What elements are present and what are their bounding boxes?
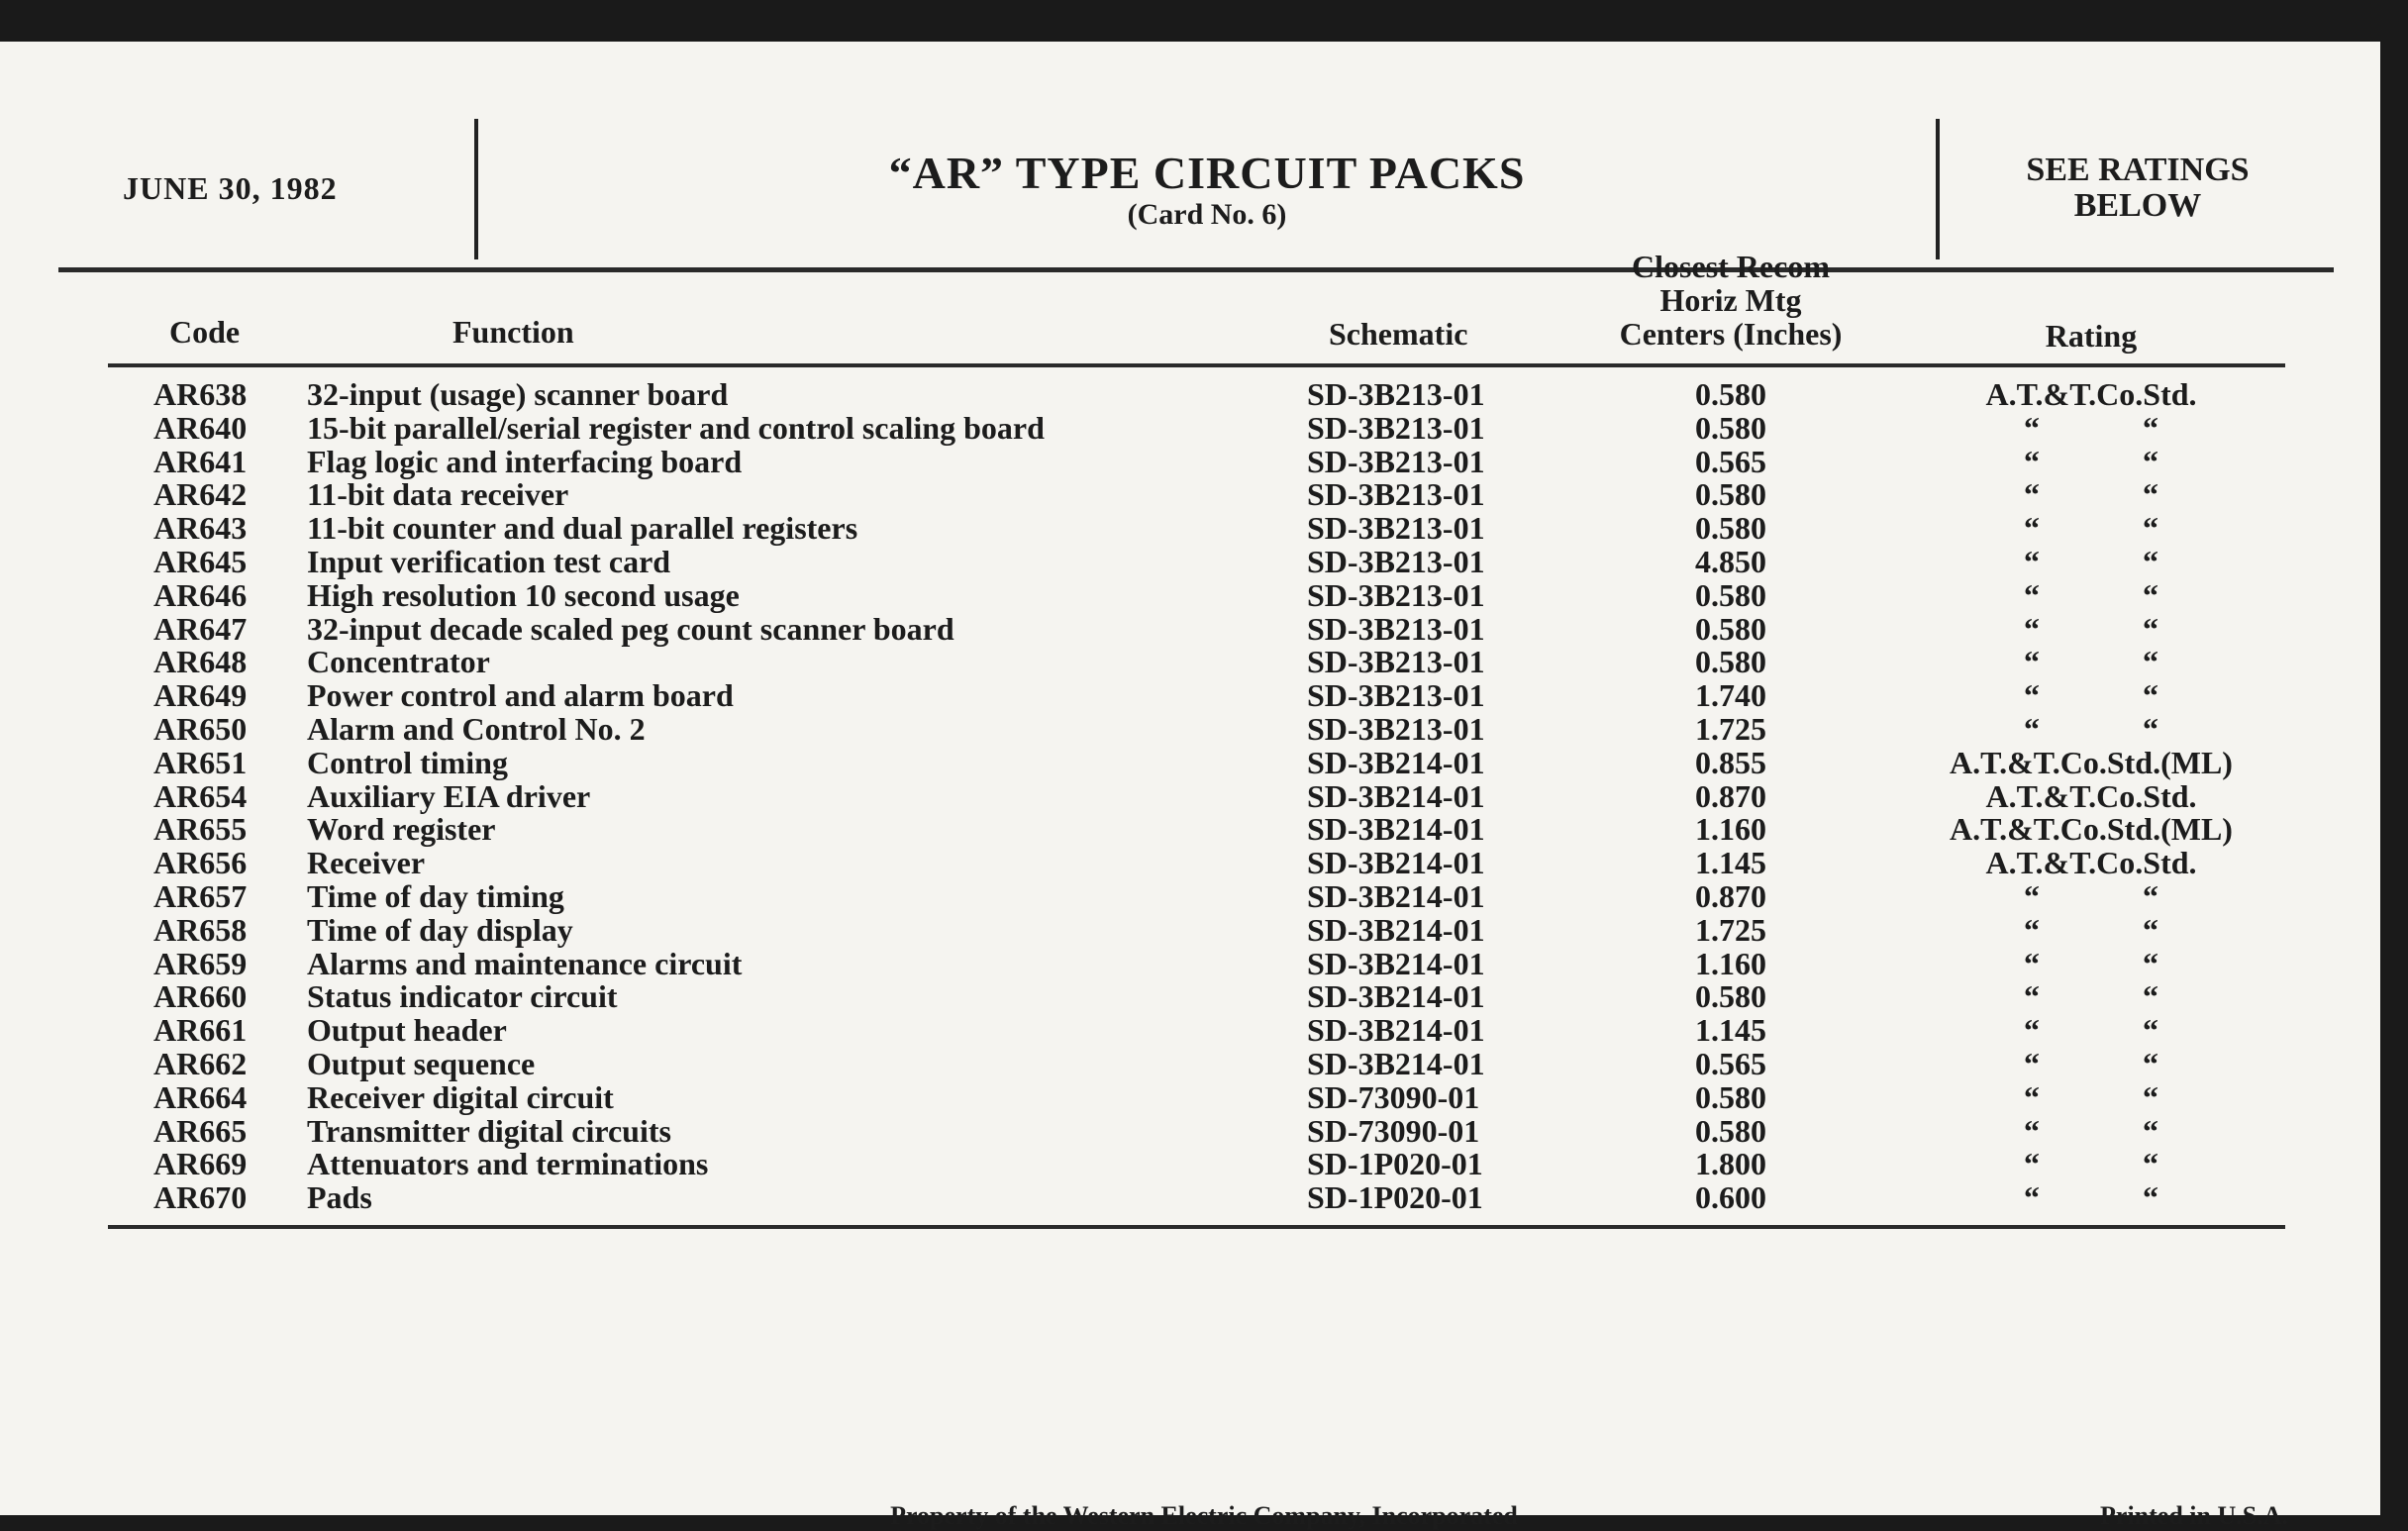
centers-cell: 0.580 [1695,610,1766,647]
table-row [0,945,2380,981]
schematic-cell: SD-3B214-01 [1307,845,1485,881]
table-row [0,543,2380,579]
function-cell: Receiver [307,845,426,881]
table-row [0,512,2380,546]
rating-cell: “ “ [2024,1146,2158,1182]
table-row [0,1148,2380,1181]
schematic-cell: SD-3B214-01 [1307,1045,1485,1081]
function-cell: Attenuators and terminations [307,1146,709,1182]
table-row [0,847,2380,880]
ratings-note-line2: BELOW [2073,187,2202,224]
table-row [0,1112,2380,1149]
centers-cell: 0.870 [1695,877,1766,914]
table-row [0,744,2380,780]
code-cell: AR638 [153,376,248,412]
code-cell: AR665 [153,1112,248,1149]
code-cell: AR659 [153,945,248,981]
function-cell: Time of day display [307,911,573,948]
rating-cell: “ “ [2024,644,2158,680]
code-cell: AR656 [153,845,248,881]
table-row [0,443,2380,479]
code-cell: AR670 [153,1179,248,1216]
schematic-cell: SD-3B214-01 [1307,744,1485,780]
schematic-cell: SD-3B214-01 [1307,811,1485,848]
table-row [0,813,2380,847]
code-cell: AR662 [153,1045,248,1081]
table-row [0,777,2380,814]
function-cell: Concentrator [307,644,490,680]
rating-cell: “ “ [2024,409,2158,446]
schematic-cell: SD-1P020-01 [1307,1146,1483,1182]
code-cell: AR664 [153,1078,248,1115]
circuit-pack-table [0,378,2380,1215]
centers-cell: 0.580 [1695,409,1766,446]
property-notice: Property of the Western Electric Company, Incorporated [890,1501,1518,1530]
centers-cell: 0.580 [1695,510,1766,547]
function-cell: Word register [307,811,496,848]
code-cell: AR658 [153,911,248,948]
table-row [0,409,2380,446]
schematic-cell: SD-3B213-01 [1307,710,1485,747]
table-row [0,478,2380,512]
schematic-cell: SD-3B213-01 [1307,677,1485,714]
header-rule [58,267,2334,272]
centers-cell: 0.580 [1695,1078,1766,1115]
column-header-function: Function [452,314,574,350]
code-cell: AR650 [153,710,248,747]
schematic-cell: SD-73090-01 [1307,1078,1480,1115]
schematic-cell: SD-3B213-01 [1307,576,1485,613]
schematic-cell: SD-3B214-01 [1307,877,1485,914]
code-cell: AR660 [153,978,248,1015]
code-cell: AR651 [153,744,248,780]
ratings-note-line1: SEE RATINGS [2026,152,2250,188]
rating-cell: “ “ [2024,1012,2158,1049]
schematic-cell: SD-73090-01 [1307,1112,1480,1149]
header-divider-right [1936,119,1940,259]
code-cell: AR649 [153,677,248,714]
rating-cell: “ “ [2024,945,2158,981]
card-date: JUNE 30, 1982 [123,170,338,206]
rating-cell: “ “ [2024,576,2158,613]
function-cell: Transmitter digital circuits [307,1112,671,1149]
rating-cell: “ “ [2024,543,2158,579]
column-header-schematic: Schematic [1329,316,1468,352]
schematic-cell: SD-3B213-01 [1307,443,1485,479]
function-cell: 32-input decade scaled peg count scanner board [307,610,954,647]
rating-cell: “ “ [2024,1179,2158,1216]
centers-cell: 0.870 [1695,777,1766,814]
function-cell: Power control and alarm board [307,677,734,714]
column-header-centers-line2: Horiz Mtg [1659,282,1802,318]
printed-in-notice: Printed in U.S.A. [2100,1501,2288,1530]
code-cell: AR646 [153,576,248,613]
schematic-cell: SD-3B213-01 [1307,510,1485,547]
centers-cell: 0.565 [1695,443,1766,479]
table-row [0,1045,2380,1081]
schematic-cell: SD-1P020-01 [1307,1179,1483,1216]
ratings-note [1942,153,2334,224]
code-cell: AR669 [153,1146,248,1182]
table-row [0,877,2380,914]
table-row [0,1181,2380,1215]
function-cell: Output sequence [307,1045,536,1081]
function-cell: Status indicator circuit [307,978,618,1015]
rating-cell: “ “ [2024,710,2158,747]
code-cell: AR640 [153,409,248,446]
function-cell: High resolution 10 second usage [307,576,740,613]
column-header-rule [108,363,2285,367]
function-cell: 15-bit parallel/serial register and control scaling board [307,409,1045,446]
code-cell: AR655 [153,811,248,848]
code-cell: AR661 [153,1012,248,1049]
code-cell: AR645 [153,543,248,579]
table-row [0,1078,2380,1115]
column-header-centers [1553,250,1909,351]
centers-cell: 1.160 [1695,811,1766,848]
table-row [0,980,2380,1014]
code-cell: AR647 [153,610,248,647]
column-header-centers-line3: Centers (Inches) [1619,316,1843,352]
schematic-cell: SD-3B214-01 [1307,777,1485,814]
schematic-cell: SD-3B213-01 [1307,543,1485,579]
rating-cell: A.T.&T.Co.Std. [1985,777,2197,814]
function-cell: Output header [307,1012,507,1049]
rating-cell: “ “ [2024,911,2158,948]
centers-cell: 4.850 [1695,543,1766,579]
schematic-cell: SD-3B214-01 [1307,978,1485,1015]
rating-cell: “ “ [2024,978,2158,1015]
schematic-cell: SD-3B214-01 [1307,1012,1485,1049]
schematic-cell: SD-3B214-01 [1307,945,1485,981]
rating-cell: “ “ [2024,510,2158,547]
table-row [0,679,2380,713]
centers-cell: 1.740 [1695,677,1766,714]
function-cell: Input verification test card [307,543,671,579]
function-cell: Control timing [307,744,508,780]
function-cell: Time of day timing [307,877,564,914]
code-cell: AR641 [153,443,248,479]
schematic-cell: SD-3B213-01 [1307,610,1485,647]
table-row [0,378,2380,412]
table-row [0,610,2380,647]
schematic-cell: SD-3B214-01 [1307,911,1485,948]
function-cell: Alarms and maintenance circuit [307,945,743,981]
table-row [0,710,2380,747]
centers-cell: 0.580 [1695,1112,1766,1149]
code-cell: AR643 [153,510,248,547]
rating-cell: “ “ [2024,610,2158,647]
column-header-code: Code [169,314,241,350]
function-cell: Flag logic and interfacing board [307,443,743,479]
table-row [0,1014,2380,1048]
rating-cell: “ “ [2024,1045,2158,1081]
column-header-centers-line1: Closest Recom [1632,249,1830,284]
table-row [0,576,2380,613]
rating-cell: “ “ [2024,677,2158,714]
centers-cell: 1.800 [1695,1146,1766,1182]
schematic-cell: SD-3B213-01 [1307,476,1485,513]
rating-cell: “ “ [2024,476,2158,513]
centers-cell: 0.580 [1695,978,1766,1015]
function-cell: Auxiliary EIA driver [307,777,591,814]
function-cell: Alarm and Control No. 2 [307,710,646,747]
centers-cell: 0.580 [1695,644,1766,680]
table-row [0,911,2380,948]
function-cell: 32-input (usage) scanner board [307,376,729,412]
centers-cell: 0.565 [1695,1045,1766,1081]
rating-cell: A.T.&T.Co.Std.(ML) [1950,811,2233,848]
rating-cell: “ “ [2024,443,2158,479]
centers-cell: 0.580 [1695,376,1766,412]
rating-cell: “ “ [2024,1078,2158,1115]
centers-cell: 1.725 [1695,710,1766,747]
rating-cell: A.T.&T.Co.Std. [1985,376,2197,412]
schematic-cell: SD-3B213-01 [1307,644,1485,680]
centers-cell: 1.145 [1695,1012,1766,1049]
function-cell: Pads [307,1179,372,1216]
code-cell: AR654 [153,777,248,814]
schematic-cell: SD-3B213-01 [1307,376,1485,412]
rating-cell: A.T.&T.Co.Std. [1985,845,2197,881]
function-cell: 11-bit counter and dual parallel registers [307,510,858,547]
card-number: (Card No. 6) [1127,198,1287,231]
code-cell: AR642 [153,476,248,513]
code-cell: AR657 [153,877,248,914]
function-cell: 11-bit data receiver [307,476,569,513]
page-title: “AR” TYPE CIRCUIT PACKS [888,148,1526,198]
centers-cell: 0.580 [1695,576,1766,613]
centers-cell: 0.580 [1695,476,1766,513]
centers-cell: 1.725 [1695,911,1766,948]
table-bottom-rule [108,1225,2285,1229]
schematic-cell: SD-3B213-01 [1307,409,1485,446]
centers-cell: 1.160 [1695,945,1766,981]
centers-cell: 0.855 [1695,744,1766,780]
function-cell: Receiver digital circuit [307,1078,614,1115]
rating-cell: A.T.&T.Co.Std.(ML) [1950,744,2233,780]
centers-cell: 1.145 [1695,845,1766,881]
document-card [0,42,2380,1530]
rating-cell: “ “ [2024,877,2158,914]
code-cell: AR648 [153,644,248,680]
rating-cell: “ “ [2024,1112,2158,1149]
centers-cell: 0.600 [1695,1179,1766,1216]
column-header-rating: Rating [2045,318,2138,354]
table-row [0,646,2380,679]
